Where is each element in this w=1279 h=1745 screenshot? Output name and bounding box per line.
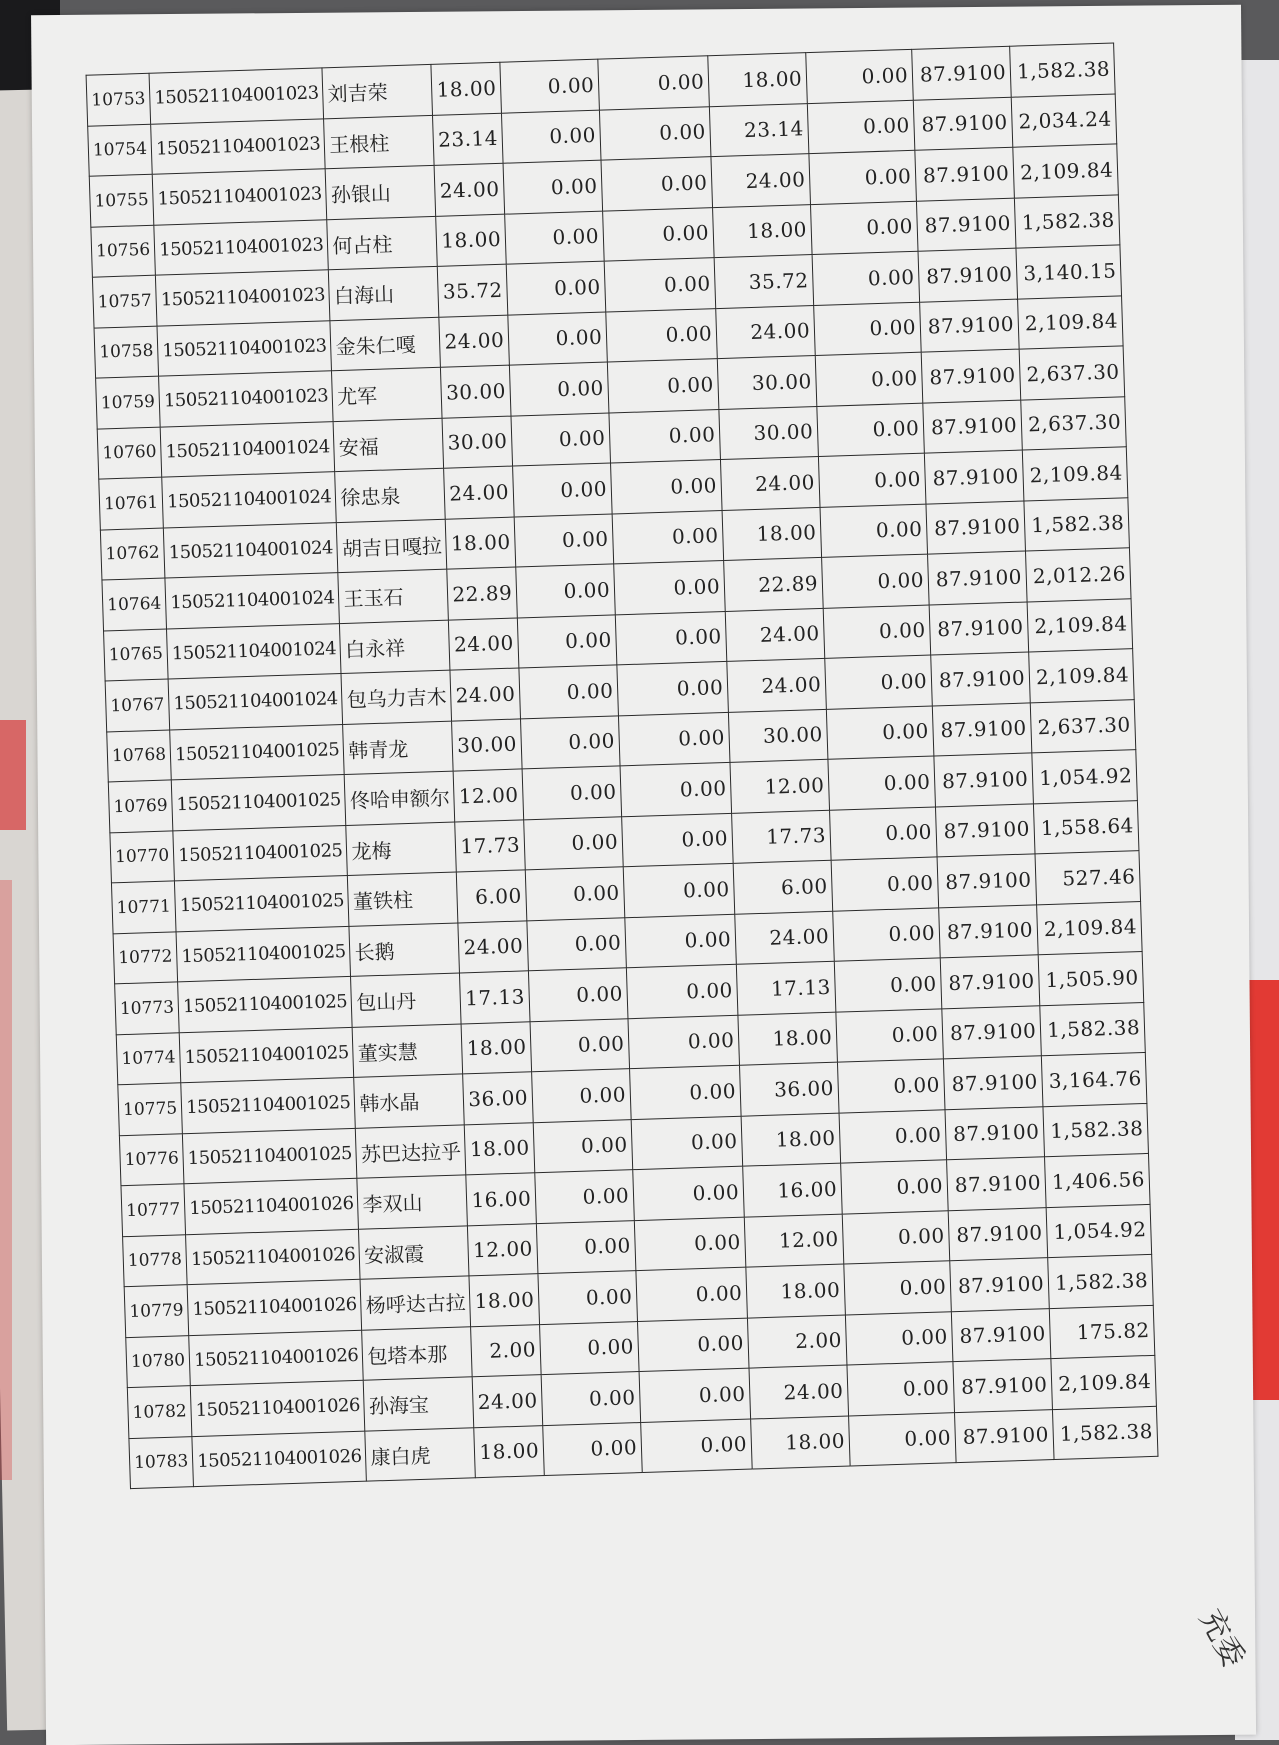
account-id-cell: 150521104001025 xyxy=(178,976,353,1032)
serial-number-cell: 10757 xyxy=(92,275,157,327)
account-id-cell: 150521104001026 xyxy=(186,1229,361,1285)
account-id-cell: 150521104001024 xyxy=(160,421,335,477)
amount-cell: 3,140.15 xyxy=(1016,245,1122,299)
zero-col-2-cell: 0.00 xyxy=(625,914,737,968)
serial-number-cell: 10759 xyxy=(96,376,161,428)
quantity-cell: 30.00 xyxy=(441,365,511,418)
total-quantity-cell: 35.72 xyxy=(714,255,814,309)
serial-number-cell: 10776 xyxy=(119,1133,184,1185)
total-quantity-cell: 17.73 xyxy=(732,810,832,864)
unit-price-cell: 87.9100 xyxy=(929,601,1029,655)
unit-price-cell: 87.9100 xyxy=(945,1106,1045,1160)
paper-sheet xyxy=(31,5,1256,1745)
account-id-cell: 150521104001023 xyxy=(151,118,326,174)
total-quantity-cell: 30.00 xyxy=(729,709,829,763)
zero-col-1-cell: 0.00 xyxy=(524,816,624,870)
total-quantity-cell: 18.00 xyxy=(741,1113,841,1167)
zero-col-1-cell: 0.00 xyxy=(511,413,611,467)
amount-cell: 2,034.24 xyxy=(1011,93,1117,147)
zero-col-1-cell: 0.00 xyxy=(529,968,629,1022)
unit-price-cell: 87.9100 xyxy=(926,501,1026,555)
zero-col-3-cell: 0.00 xyxy=(817,403,925,457)
zero-col-3-cell: 0.00 xyxy=(814,302,922,356)
name-cell: 金朱仁嘎 xyxy=(330,317,441,371)
zero-col-3-cell: 0.00 xyxy=(831,857,939,911)
zero-col-2-cell: 0.00 xyxy=(634,1217,746,1271)
serial-number-cell: 10758 xyxy=(94,326,159,378)
quantity-cell: 24.00 xyxy=(444,466,514,519)
quantity-cell: 35.72 xyxy=(438,264,508,317)
zero-col-3-cell: 0.00 xyxy=(844,1261,952,1315)
name-cell: 龙梅 xyxy=(346,822,457,876)
zero-col-2-cell: 0.00 xyxy=(598,56,710,110)
zero-col-2-cell: 0.00 xyxy=(639,1368,751,1422)
serial-number-cell: 10777 xyxy=(121,1184,186,1236)
zero-col-1-cell: 0.00 xyxy=(537,1220,637,1274)
serial-number-cell: 10778 xyxy=(123,1234,188,1286)
amount-cell: 2,637.30 xyxy=(1019,346,1125,400)
account-id-cell: 150521104001023 xyxy=(155,270,330,326)
quantity-cell: 18.00 xyxy=(465,1122,535,1175)
account-id-cell: 150521104001025 xyxy=(176,926,351,982)
serial-number-cell: 10753 xyxy=(86,73,151,125)
zero-col-1-cell: 0.00 xyxy=(532,1069,632,1123)
zero-col-1-cell: 0.00 xyxy=(503,160,603,214)
quantity-cell: 24.00 xyxy=(439,315,509,368)
total-quantity-cell: 18.00 xyxy=(708,53,808,107)
zero-col-2-cell: 0.00 xyxy=(636,1267,748,1321)
zero-col-1-cell: 0.00 xyxy=(508,312,608,366)
quantity-cell: 36.00 xyxy=(463,1072,533,1125)
unit-price-cell: 87.9100 xyxy=(940,955,1040,1009)
account-id-cell: 150521104001025 xyxy=(171,775,346,831)
unit-price-cell: 87.9100 xyxy=(920,299,1020,353)
zero-col-3-cell: 0.00 xyxy=(838,1059,946,1113)
account-id-cell: 150521104001025 xyxy=(175,875,350,931)
zero-col-2-cell: 0.00 xyxy=(615,611,727,665)
account-id-cell: 150521104001023 xyxy=(159,371,334,427)
amount-cell: 2,109.84 xyxy=(1027,598,1133,652)
zero-col-1-cell: 0.00 xyxy=(517,614,617,668)
name-cell: 韩青龙 xyxy=(343,721,454,775)
unit-price-cell: 87.9100 xyxy=(944,1056,1044,1110)
total-quantity-cell: 30.00 xyxy=(717,356,817,410)
unit-price-cell: 87.9100 xyxy=(939,904,1039,958)
serial-number-cell: 10773 xyxy=(115,982,180,1034)
serial-number-cell: 10762 xyxy=(100,528,165,580)
zero-col-3-cell: 0.00 xyxy=(806,49,914,103)
zero-col-2-cell: 0.00 xyxy=(604,258,716,312)
zero-col-3-cell: 0.00 xyxy=(849,1412,957,1466)
zero-col-3-cell: 0.00 xyxy=(827,706,935,760)
zero-col-3-cell: 0.00 xyxy=(841,1160,949,1214)
quantity-cell: 24.00 xyxy=(450,668,520,721)
quantity-cell: 12.00 xyxy=(454,769,524,822)
zero-col-2-cell: 0.00 xyxy=(614,560,726,614)
zero-col-2-cell: 0.00 xyxy=(600,106,712,160)
zero-col-1-cell: 0.00 xyxy=(543,1422,643,1476)
account-id-cell: 150521104001024 xyxy=(162,472,337,528)
total-quantity-cell: 24.00 xyxy=(749,1365,849,1419)
amount-cell: 1,054.92 xyxy=(1046,1204,1152,1258)
zero-col-2-cell: 0.00 xyxy=(623,863,735,917)
total-quantity-cell: 17.13 xyxy=(736,961,836,1015)
quantity-cell: 18.00 xyxy=(446,517,516,570)
amount-cell: 2,109.84 xyxy=(1013,144,1119,198)
zero-col-1-cell: 0.00 xyxy=(519,665,619,719)
unit-price-cell: 87.9100 xyxy=(953,1359,1053,1413)
zero-col-1-cell: 0.00 xyxy=(506,261,606,315)
unit-price-cell: 87.9100 xyxy=(917,198,1017,252)
quantity-cell: 17.73 xyxy=(455,819,525,872)
account-id-cell: 150521104001024 xyxy=(167,623,342,679)
amount-cell: 1,582.38 xyxy=(1048,1254,1154,1308)
total-quantity-cell: 24.00 xyxy=(725,608,825,662)
total-quantity-cell: 24.00 xyxy=(721,456,821,510)
quantity-cell: 16.00 xyxy=(466,1173,536,1226)
name-cell: 王玉石 xyxy=(338,569,449,623)
amount-cell: 2,109.84 xyxy=(1051,1355,1157,1409)
quantity-cell: 22.89 xyxy=(447,567,517,620)
ledger-table xyxy=(86,42,1159,1489)
zero-col-1-cell: 0.00 xyxy=(522,766,622,820)
name-cell: 佟哈申额尔 xyxy=(345,771,456,825)
quantity-cell: 6.00 xyxy=(457,870,527,923)
serial-number-cell: 10755 xyxy=(89,174,154,226)
account-id-cell: 150521104001026 xyxy=(192,1431,367,1487)
zero-col-3-cell: 0.00 xyxy=(812,251,920,305)
amount-cell: 1,582.38 xyxy=(1053,1406,1159,1460)
account-id-cell: 150521104001026 xyxy=(187,1279,362,1335)
zero-col-2-cell: 0.00 xyxy=(607,359,719,413)
name-cell: 白永祥 xyxy=(340,620,451,674)
red-tint-left xyxy=(0,880,12,1480)
account-id-cell: 150521104001024 xyxy=(165,573,340,629)
account-id-cell: 150521104001025 xyxy=(179,1027,354,1083)
amount-cell: 2,637.30 xyxy=(1021,396,1127,450)
zero-col-3-cell: 0.00 xyxy=(807,100,915,154)
zero-col-2-cell: 0.00 xyxy=(630,1065,742,1119)
zero-col-1-cell: 0.00 xyxy=(533,1119,633,1173)
total-quantity-cell: 18.00 xyxy=(713,204,813,258)
quantity-cell: 23.14 xyxy=(433,113,503,166)
zero-col-1-cell: 0.00 xyxy=(541,1372,641,1426)
amount-cell: 2,109.84 xyxy=(1018,295,1124,349)
zero-col-2-cell: 0.00 xyxy=(609,409,721,463)
name-cell: 安淑霞 xyxy=(359,1225,470,1279)
serial-number-cell: 10769 xyxy=(108,780,173,832)
serial-number-cell: 10754 xyxy=(88,124,153,176)
zero-col-2-cell: 0.00 xyxy=(620,762,732,816)
zero-col-2-cell: 0.00 xyxy=(603,207,715,261)
zero-col-1-cell: 0.00 xyxy=(538,1271,638,1325)
zero-col-1-cell: 0.00 xyxy=(540,1321,640,1375)
amount-cell: 1,582.38 xyxy=(1040,1002,1146,1056)
ledger-body xyxy=(86,43,1158,1489)
zero-col-3-cell: 0.00 xyxy=(815,352,923,406)
serial-number-cell: 10772 xyxy=(113,931,178,983)
zero-col-3-cell: 0.00 xyxy=(839,1109,947,1163)
total-quantity-cell: 36.00 xyxy=(740,1062,840,1116)
zero-col-3-cell: 0.00 xyxy=(833,907,941,961)
serial-number-cell: 10756 xyxy=(91,225,156,277)
zero-col-2-cell: 0.00 xyxy=(619,712,731,766)
unit-price-cell: 87.9100 xyxy=(923,400,1023,454)
quantity-cell: 30.00 xyxy=(442,416,512,469)
zero-col-2-cell: 0.00 xyxy=(611,460,723,514)
quantity-cell: 24.00 xyxy=(473,1375,543,1428)
total-quantity-cell: 18.00 xyxy=(722,507,822,561)
zero-col-1-cell: 0.00 xyxy=(513,463,613,517)
name-cell: 孙银山 xyxy=(326,165,437,219)
zero-col-2-cell: 0.00 xyxy=(627,964,739,1018)
quantity-cell: 18.00 xyxy=(431,62,501,115)
unit-price-cell: 87.9100 xyxy=(948,1207,1048,1261)
zero-col-1-cell: 0.00 xyxy=(521,715,621,769)
total-quantity-cell: 2.00 xyxy=(748,1315,848,1369)
zero-col-3-cell: 0.00 xyxy=(822,554,930,608)
total-quantity-cell: 12.00 xyxy=(730,759,830,813)
zero-col-3-cell: 0.00 xyxy=(819,453,927,507)
quantity-cell: 30.00 xyxy=(452,718,522,771)
quantity-cell: 18.00 xyxy=(461,1021,531,1074)
serial-number-cell: 10760 xyxy=(97,427,162,479)
name-cell: 包山丹 xyxy=(351,973,462,1027)
account-id-cell: 150521104001023 xyxy=(157,320,332,376)
name-cell: 何占柱 xyxy=(327,216,438,270)
serial-number-cell: 10771 xyxy=(111,881,176,933)
zero-col-3-cell: 0.00 xyxy=(847,1362,955,1416)
name-cell: 董实慧 xyxy=(352,1023,463,1077)
serial-number-cell: 10770 xyxy=(110,830,175,882)
zero-col-2-cell: 0.00 xyxy=(628,1015,740,1069)
zero-col-1-cell: 0.00 xyxy=(502,110,602,164)
account-id-cell: 150521104001024 xyxy=(168,674,343,730)
zero-col-3-cell: 0.00 xyxy=(828,756,936,810)
zero-col-3-cell: 0.00 xyxy=(825,655,933,709)
quantity-cell: 24.00 xyxy=(449,617,519,670)
unit-price-cell: 87.9100 xyxy=(947,1157,1047,1211)
unit-price-cell: 87.9100 xyxy=(915,147,1015,201)
margin-handwriting: 充委 xyxy=(1192,1603,1252,1674)
quantity-cell: 12.00 xyxy=(468,1223,538,1276)
unit-price-cell: 87.9100 xyxy=(932,702,1032,756)
serial-number-cell: 10767 xyxy=(105,679,170,731)
zero-col-1-cell: 0.00 xyxy=(525,867,625,921)
zero-col-2-cell: 0.00 xyxy=(612,510,724,564)
amount-cell: 2,109.84 xyxy=(1029,649,1135,703)
name-cell: 胡吉日嘎拉 xyxy=(337,519,448,573)
serial-number-cell: 10765 xyxy=(104,629,169,681)
amount-cell: 3,164.76 xyxy=(1042,1052,1148,1106)
name-cell: 刘吉荣 xyxy=(322,64,433,118)
amount-cell: 1,406.56 xyxy=(1045,1153,1151,1207)
amount-cell: 2,012.26 xyxy=(1026,548,1132,602)
total-quantity-cell: 22.89 xyxy=(724,557,824,611)
quantity-cell: 24.00 xyxy=(458,920,528,973)
unit-price-cell: 87.9100 xyxy=(934,753,1034,807)
unit-price-cell: 87.9100 xyxy=(931,652,1031,706)
zero-col-3-cell: 0.00 xyxy=(842,1210,950,1264)
serial-number-cell: 10774 xyxy=(116,1032,181,1084)
account-id-cell: 150521104001026 xyxy=(184,1178,359,1234)
amount-cell: 1,505.90 xyxy=(1038,952,1144,1006)
total-quantity-cell: 24.00 xyxy=(735,911,835,965)
name-cell: 康白虎 xyxy=(365,1427,476,1481)
unit-price-cell: 87.9100 xyxy=(928,551,1028,605)
zero-col-1-cell: 0.00 xyxy=(527,917,627,971)
unit-price-cell: 87.9100 xyxy=(912,46,1012,100)
quantity-cell: 18.00 xyxy=(436,214,506,267)
unit-price-cell: 87.9100 xyxy=(955,1409,1055,1463)
amount-cell: 527.46 xyxy=(1035,851,1141,905)
zero-col-3-cell: 0.00 xyxy=(809,150,917,204)
zero-col-3-cell: 0.00 xyxy=(823,605,931,659)
name-cell: 王根柱 xyxy=(324,115,435,169)
unit-price-cell: 87.9100 xyxy=(918,248,1018,302)
quantity-cell: 2.00 xyxy=(471,1324,541,1377)
amount-cell: 2,637.30 xyxy=(1030,699,1136,753)
zero-col-3-cell: 0.00 xyxy=(836,1008,944,1062)
name-cell: 孙海宝 xyxy=(364,1377,475,1431)
name-cell: 包乌力吉木 xyxy=(341,670,452,724)
total-quantity-cell: 18.00 xyxy=(751,1415,851,1469)
name-cell: 杨呼达古拉 xyxy=(360,1276,471,1330)
total-quantity-cell: 6.00 xyxy=(733,860,833,914)
zero-col-1-cell: 0.00 xyxy=(510,362,610,416)
quantity-cell: 24.00 xyxy=(434,163,504,216)
unit-price-cell: 87.9100 xyxy=(921,349,1021,403)
zero-col-2-cell: 0.00 xyxy=(606,308,718,362)
zero-col-1-cell: 0.00 xyxy=(535,1170,635,1224)
total-quantity-cell: 24.00 xyxy=(727,658,827,712)
amount-cell: 2,109.84 xyxy=(1037,901,1143,955)
name-cell: 尤军 xyxy=(332,367,443,421)
serial-number-cell: 10768 xyxy=(107,729,172,781)
name-cell: 长鹅 xyxy=(349,923,460,977)
account-id-cell: 150521104001025 xyxy=(181,1077,356,1133)
name-cell: 包塔本那 xyxy=(362,1326,473,1380)
name-cell: 董铁柱 xyxy=(348,872,459,926)
serial-number-cell: 10779 xyxy=(124,1285,189,1337)
name-cell: 安福 xyxy=(333,418,444,472)
name-cell: 李双山 xyxy=(357,1175,468,1229)
account-id-cell: 150521104001025 xyxy=(182,1128,357,1184)
zero-col-3-cell: 0.00 xyxy=(846,1311,954,1365)
total-quantity-cell: 23.14 xyxy=(710,103,810,157)
zero-col-2-cell: 0.00 xyxy=(638,1318,750,1372)
total-quantity-cell: 24.00 xyxy=(716,305,816,359)
total-quantity-cell: 18.00 xyxy=(738,1012,838,1066)
name-cell: 徐忠泉 xyxy=(335,468,446,522)
account-id-cell: 150521104001024 xyxy=(163,522,338,578)
name-cell: 苏巴达拉乎 xyxy=(356,1124,467,1178)
total-quantity-cell: 16.00 xyxy=(743,1163,843,1217)
unit-price-cell: 87.9100 xyxy=(950,1258,1050,1312)
zero-col-3-cell: 0.00 xyxy=(830,806,938,860)
unit-price-cell: 87.9100 xyxy=(951,1308,1051,1362)
serial-number-cell: 10783 xyxy=(129,1436,194,1488)
quantity-cell: 18.00 xyxy=(469,1274,539,1327)
unit-price-cell: 87.9100 xyxy=(925,450,1025,504)
unit-price-cell: 87.9100 xyxy=(936,803,1036,857)
amount-cell: 1,054.92 xyxy=(1032,750,1138,804)
zero-col-1-cell: 0.00 xyxy=(530,1018,630,1072)
zero-col-2-cell: 0.00 xyxy=(631,1116,743,1170)
quantity-cell: 17.13 xyxy=(460,971,530,1024)
amount-cell: 1,582.38 xyxy=(1024,497,1130,551)
zero-col-3-cell: 0.00 xyxy=(811,201,919,255)
account-id-cell: 150521104001026 xyxy=(189,1330,364,1386)
account-id-cell: 150521104001025 xyxy=(170,724,345,780)
zero-col-1-cell: 0.00 xyxy=(516,564,616,618)
amount-cell: 1,558.64 xyxy=(1034,800,1140,854)
zero-col-1-cell: 0.00 xyxy=(505,211,605,265)
zero-col-2-cell: 0.00 xyxy=(641,1419,753,1473)
unit-price-cell: 87.9100 xyxy=(942,1005,1042,1059)
serial-number-cell: 10782 xyxy=(127,1386,192,1438)
zero-col-2-cell: 0.00 xyxy=(633,1166,745,1220)
name-cell: 韩水晶 xyxy=(354,1074,465,1128)
total-quantity-cell: 24.00 xyxy=(711,154,811,208)
unit-price-cell: 87.9100 xyxy=(937,854,1037,908)
total-quantity-cell: 18.00 xyxy=(746,1264,846,1318)
zero-col-2-cell: 0.00 xyxy=(601,157,713,211)
total-quantity-cell: 12.00 xyxy=(744,1214,844,1268)
account-id-cell: 150521104001025 xyxy=(173,825,348,881)
serial-number-cell: 10761 xyxy=(99,477,164,529)
account-id-cell: 150521104001023 xyxy=(149,68,324,124)
account-id-cell: 150521104001023 xyxy=(154,219,329,275)
quantity-cell: 18.00 xyxy=(474,1425,544,1478)
name-cell: 白海山 xyxy=(329,266,440,320)
red-seal-fragment-left xyxy=(0,720,26,830)
zero-col-2-cell: 0.00 xyxy=(617,661,729,715)
amount-cell: 1,582.38 xyxy=(1015,194,1121,248)
amount-cell: 1,582.38 xyxy=(1010,43,1116,97)
zero-col-3-cell: 0.00 xyxy=(820,504,928,558)
zero-col-2-cell: 0.00 xyxy=(622,813,734,867)
zero-col-1-cell: 0.00 xyxy=(500,59,600,113)
amount-cell: 1,582.38 xyxy=(1043,1103,1149,1157)
total-quantity-cell: 30.00 xyxy=(719,406,819,460)
zero-col-1-cell: 0.00 xyxy=(514,513,614,567)
amount-cell: 175.82 xyxy=(1049,1305,1155,1359)
account-id-cell: 150521104001026 xyxy=(190,1380,365,1436)
unit-price-cell: 87.9100 xyxy=(913,97,1013,151)
serial-number-cell: 10764 xyxy=(102,578,167,630)
serial-number-cell: 10775 xyxy=(118,1083,183,1135)
serial-number-cell: 10780 xyxy=(126,1335,191,1387)
amount-cell: 2,109.84 xyxy=(1022,447,1128,501)
zero-col-3-cell: 0.00 xyxy=(834,958,942,1012)
account-id-cell: 150521104001023 xyxy=(152,169,327,225)
